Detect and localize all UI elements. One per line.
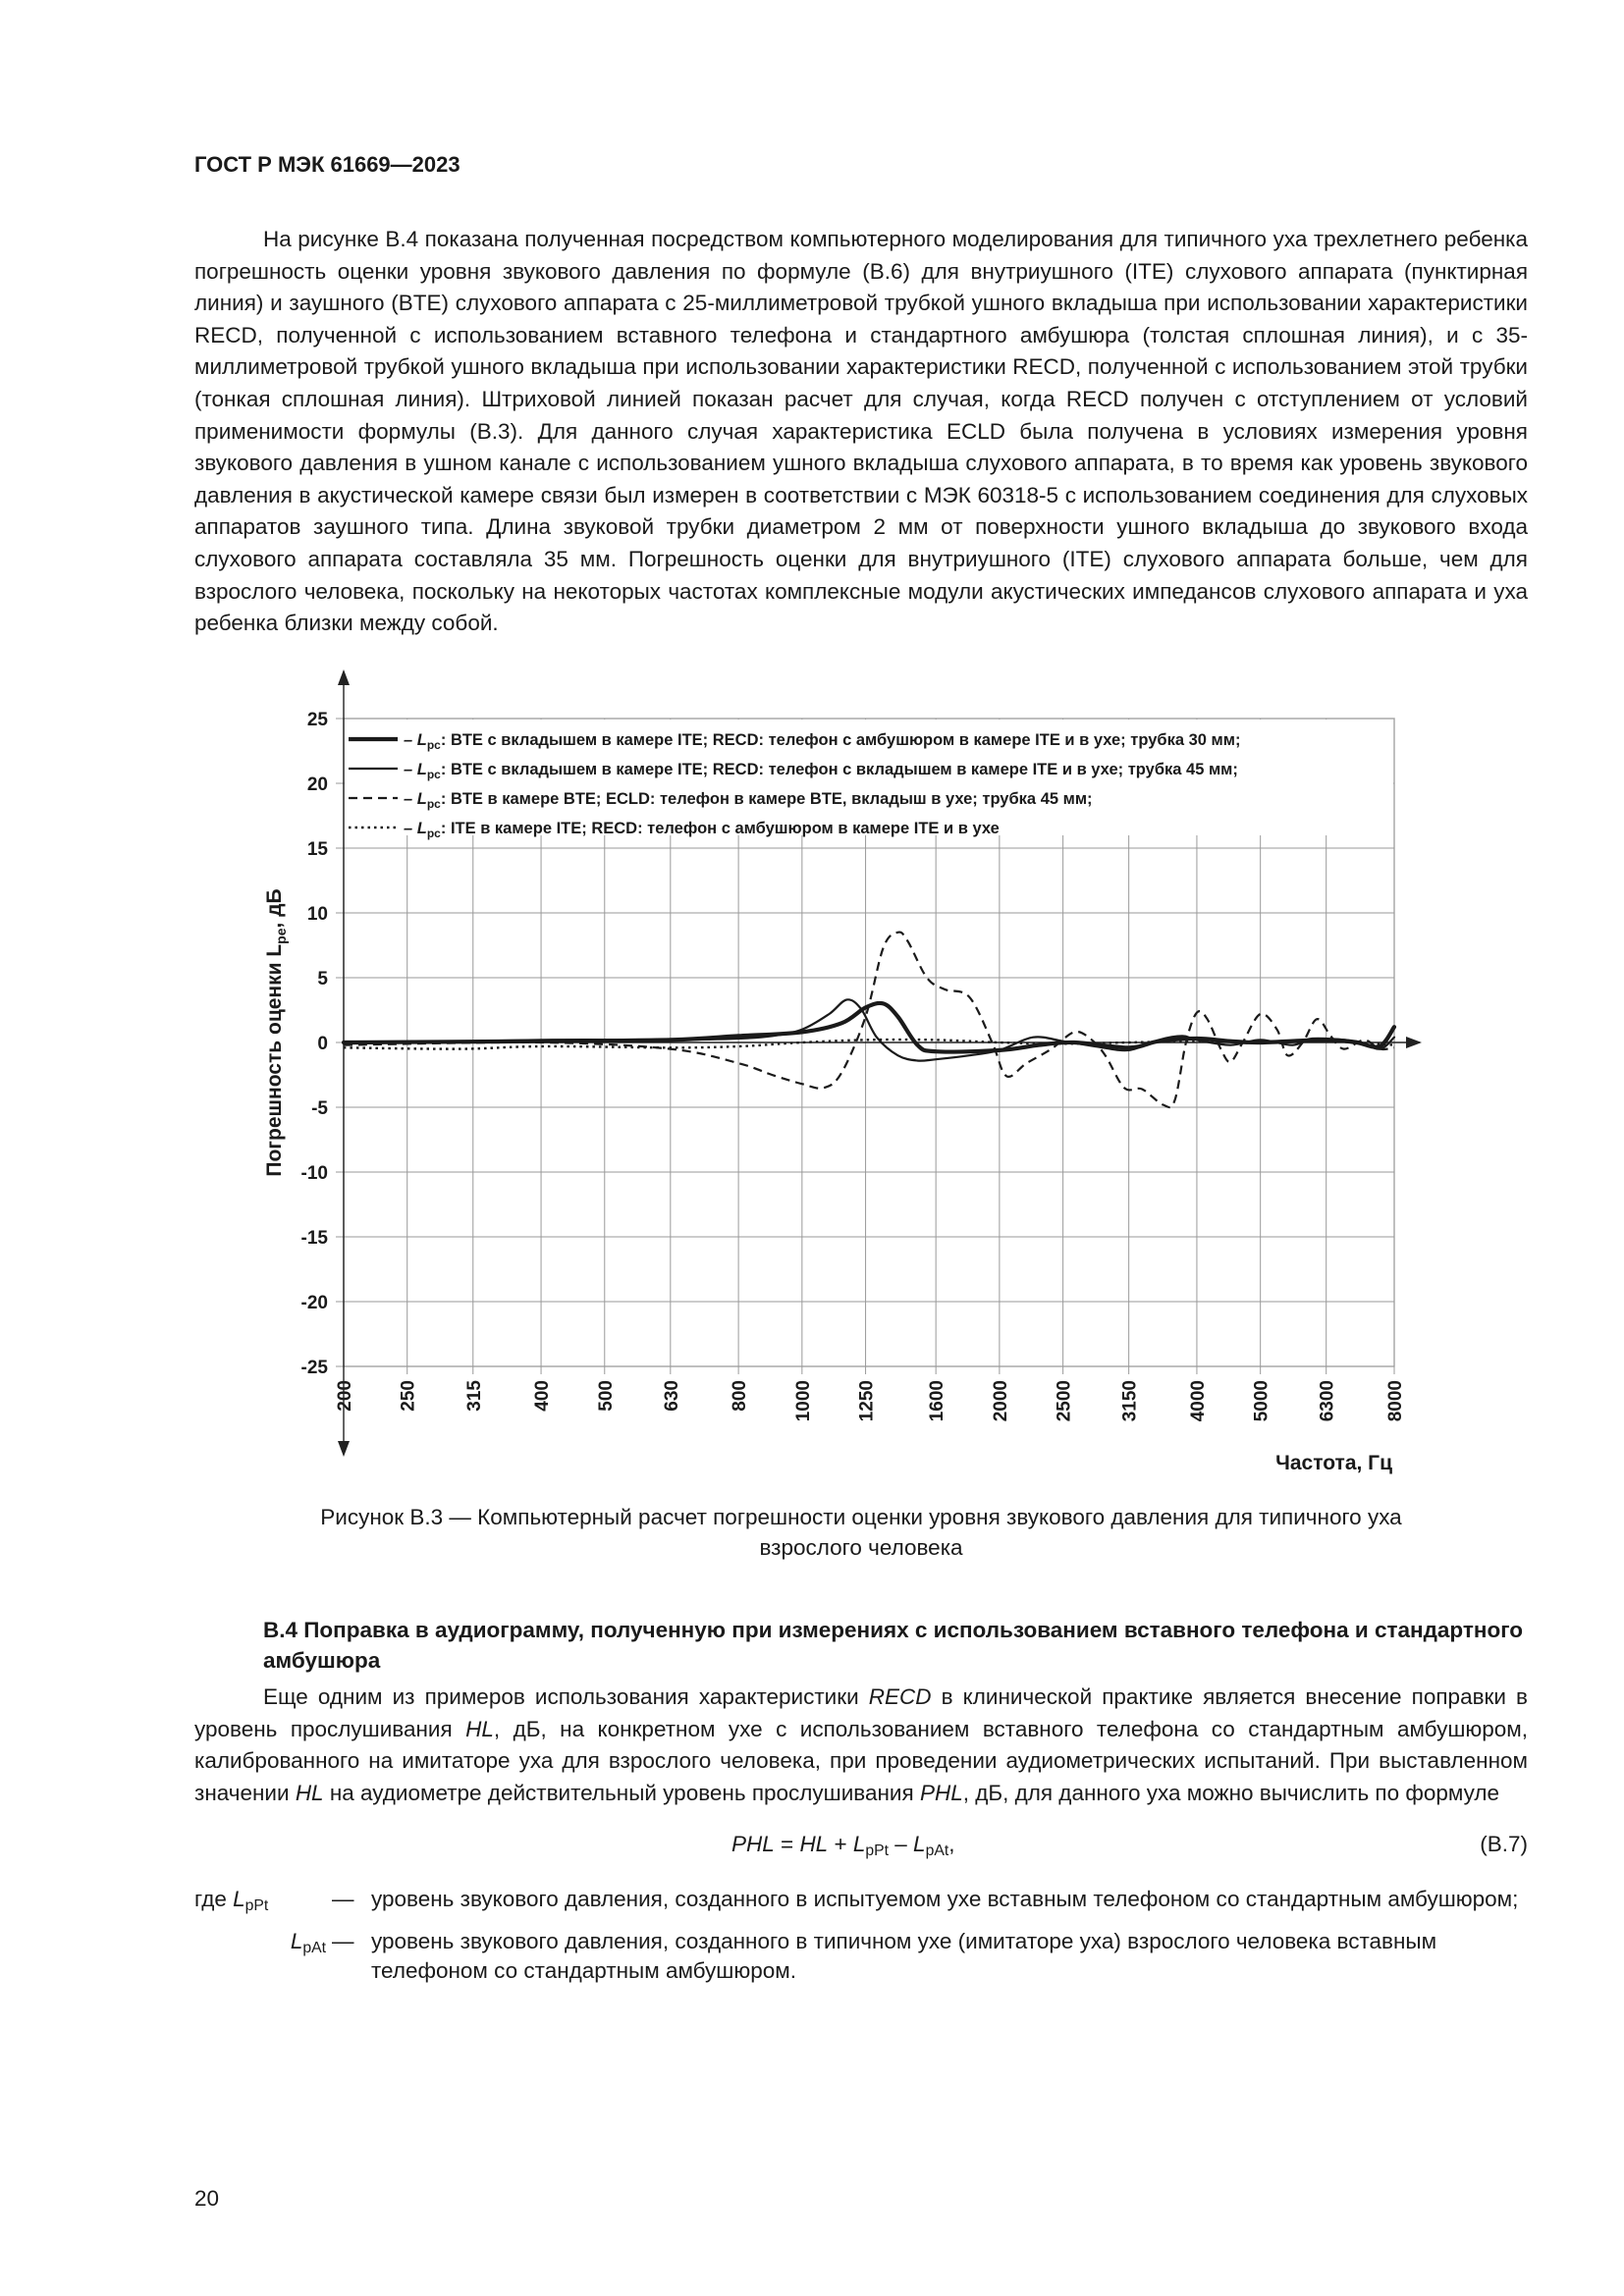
y-tick-label: 5 [317, 969, 328, 989]
definition-item [194, 1885, 1528, 1921]
y-axis-arrow-up [338, 669, 350, 685]
y-tick-label: 0 [317, 1034, 328, 1054]
definition-term: где $L_{pPt}$ [194, 1887, 269, 1914]
legend-entry: – $L_{pc}$: ITE в камере ITE; RECD: телефон с амбушюром в камере ITE и в ухе [404, 820, 1000, 840]
error-chart-svg [245, 667, 1424, 1482]
definition-dash: — [332, 1929, 354, 1953]
x-tick-label: 630 [661, 1380, 682, 1412]
y-tick-label: 15 [306, 839, 328, 860]
definition-dash: — [332, 1887, 354, 1911]
y-tick-label: -5 [311, 1098, 328, 1119]
definition-text: уровень звукового давления, созданного в испытуемом ухе вставным телефоном со стандартным амбушюром; [371, 1887, 1519, 1911]
x-tick-label: 1250 [856, 1380, 878, 1422]
y-tick-label: -10 [300, 1163, 328, 1184]
x-tick-label: 1000 [792, 1380, 814, 1422]
figure-caption: Рисунок В.3 — Компьютерный расчет погрешности оценки уровня звукового давления для типичного уха взрослого человека [320, 1505, 1402, 1560]
x-axis-label: Частота, Гц [1275, 1452, 1392, 1474]
x-tick-label: 2500 [1054, 1380, 1075, 1422]
y-tick-label: 25 [306, 710, 328, 730]
definition-text: уровень звукового давления, созданного в типичном ухе (имитаторе уха) взрослого человека вставным телефоном со стандартным амбушюром. [371, 1929, 1437, 1983]
section-title: В.4 Поправка в аудиограмму, полученную при измерениях с использованием вставного телефона и стандартного амбушюра [263, 1618, 1524, 1673]
y-tick-label: -25 [300, 1358, 328, 1378]
legend-entry: – $L_{pc}$: BTE с вкладышем в камере ITE; RECD: телефон с амбушюром в камере ITE и в ухе; трубка 30 мм; [404, 731, 1241, 752]
x-tick-label: 250 [398, 1380, 419, 1412]
y-tick-label: -20 [300, 1293, 328, 1313]
definitions-list [194, 1885, 1528, 1992]
document-header: ГОСТ Р МЭК 61669—2023 [194, 152, 460, 177]
formula-expression: PHL = HL + $L_{pPt} - L_{pAt}$, [731, 1832, 955, 1859]
legend-entry: – $L_{pc}$: BTE в камере BTE; ECLD: телефон в камере BTE, вкладыш в ухе; трубка 45 мм; [404, 790, 1093, 811]
x-tick-label: 800 [730, 1380, 751, 1412]
x-tick-label: 5000 [1251, 1380, 1272, 1422]
x-tick-label: 500 [595, 1380, 617, 1412]
legend-entry: – $L_{pc}$: BTE с вкладышем в камере ITE; RECD: телефон с вкладышем в камере ITE и в ухе; трубка 45 мм; [404, 761, 1238, 781]
x-tick-label: 315 [463, 1380, 485, 1412]
x-tick-label: 2000 [990, 1380, 1011, 1422]
page-number: 20 [194, 2186, 220, 2211]
paragraph-1: На рисунке В.4 показана полученная посредством компьютерного моделирования для типичного уха трехлетнего ребенка погрешность оценки уровня звукового давления по формуле (В.6) для внутриушного (ITE) слухового аппарата (пунктирная линия) и заушного (BTE) слухового аппарата с 25-миллиметровой трубкой ушного вкладыша при использовании характеристики RECD, полученной с использованием вставного телефона и стандартного амбушюра (толстая сплошная линия), и с 35-миллиметровой трубкой ушного вкладыша при использовании характеристики RECD, полученной с использованием этой трубки (тонкая сплошная линия). Штриховой линией показан расчет для случая, когда RECD получен с отступлением от условий применимости формулы (В.3). Для данного случая характеристика ECLD была получена в условиях измерения уровня звукового давления в ушном канале с использованием ушного вкладыша слухового аппарата, в то время как уровень звукового давления в акустической камере связи был измерен в соответствии с МЭК 60318-5 с использованием соединения для слуховых аппаратов заушного типа. Длина звуковой трубки диаметром 2 мм от поверхности ушного вкладыша до звукового входа слухового аппарата составляла 35 мм. Погрешность оценки для внутриушного (ITE) слухового аппарата больше, чем для взрослого человека, поскольку на некоторых частотах комплексные модули акустических импедансов слухового аппарата и уха ребенка близки между собой. [194, 227, 1528, 636]
figure-chart [245, 667, 1424, 1482]
x-tick-label: 4000 [1187, 1380, 1209, 1422]
definition-item [194, 1927, 1528, 1986]
x-tick-label: 6300 [1317, 1380, 1338, 1422]
paragraph-2: Еще одним из примеров использования характеристики RECD в клинической практике является внесение поправки в уровень прослушивания HL, дБ, на конкретном ухе с использованием вставного телефона со стандартным амбушюром, калиброванного на имитаторе уха для взрослого человека, при проведении аудиометрических испытаний. При выставленном значении HL на аудиометре действительный уровень прослушивания PHL, дБ, для данного уха можно вычислить по формуле [194, 1684, 1528, 1805]
y-tick-label: 20 [306, 774, 328, 795]
y-axis-arrow-down [338, 1441, 350, 1457]
definition-term: $L_{pAt}$ [290, 1929, 326, 1956]
y-tick-label: 10 [306, 904, 328, 925]
x-tick-label: 200 [335, 1380, 355, 1412]
formula-number: (В.7) [1480, 1832, 1528, 1856]
y-axis-label: Погрешность оценки $L_{pe}$, дБ [263, 888, 289, 1177]
x-axis-arrow [1406, 1037, 1422, 1048]
x-tick-label: 8000 [1385, 1380, 1406, 1422]
x-tick-label: 400 [532, 1380, 554, 1412]
x-tick-label: 3150 [1119, 1380, 1141, 1422]
y-tick-label: -15 [300, 1228, 328, 1249]
x-tick-label: 1600 [927, 1380, 948, 1422]
